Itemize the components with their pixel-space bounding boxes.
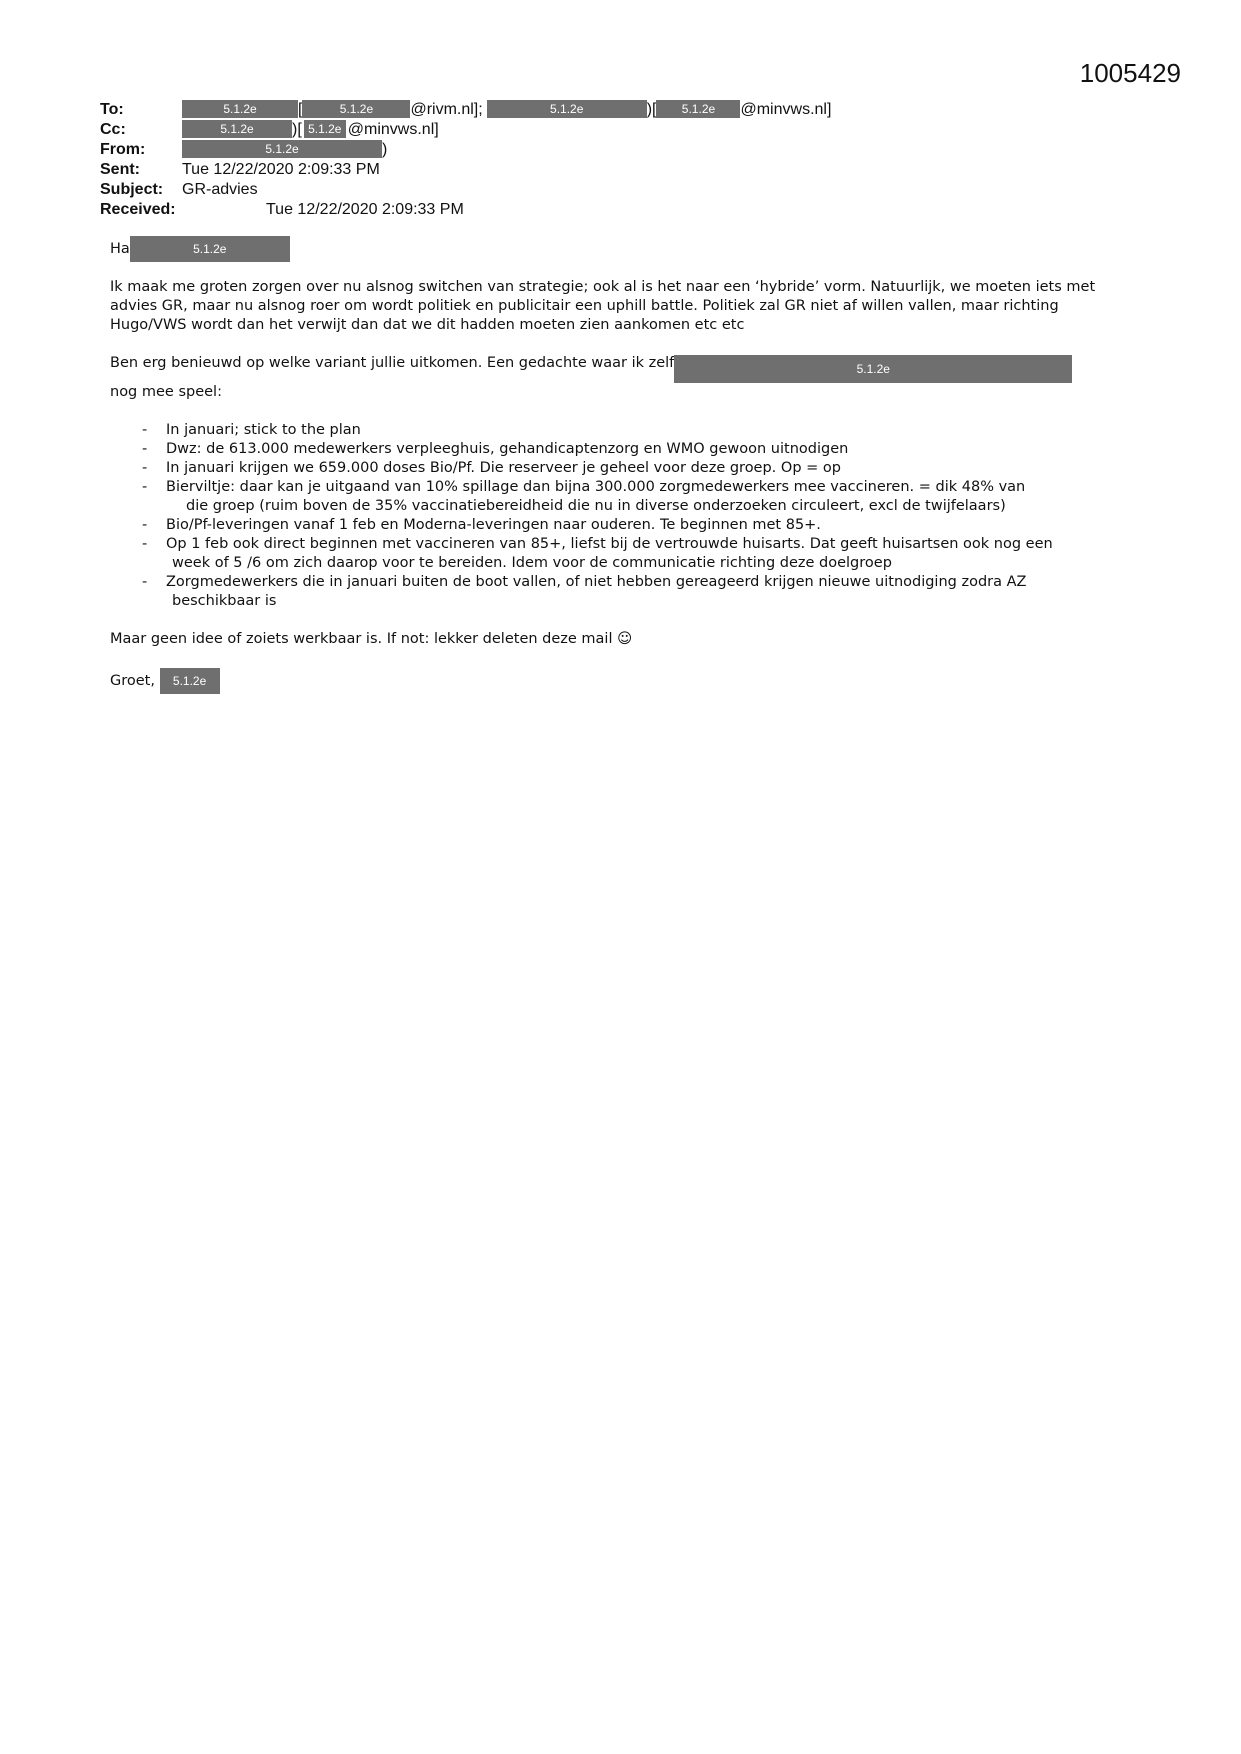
subject-label: Subject: bbox=[100, 181, 164, 198]
to-separator: )[ bbox=[646, 101, 657, 118]
plan-list bbox=[110, 421, 1130, 611]
list-item-text: Op 1 feb ook direct beginnen met vaccineren van 85+, liefst bij de vertrouwde huisarts. Dat geeft huisartsen ook nog een bbox=[166, 536, 1053, 552]
from-label: From: bbox=[100, 141, 146, 158]
redaction-block: 5.1.2e bbox=[182, 140, 382, 158]
cc-separator: )[ bbox=[292, 121, 302, 138]
received-label: Received: bbox=[100, 201, 176, 218]
closing-text: Groet, bbox=[110, 672, 155, 689]
list-item-text: In januari krijgen we 659.000 doses Bio/Pf. Die reserveer je geheel voor deze groep. Op = op bbox=[166, 460, 841, 476]
received-value: Tue 12/22/2020 2:09:33 PM bbox=[266, 201, 464, 218]
redaction-block: 5.1.2e bbox=[302, 100, 410, 118]
redaction-block: 5.1.2e bbox=[674, 355, 1072, 383]
email-body bbox=[110, 236, 1130, 710]
redaction-block: 5.1.2e bbox=[304, 120, 346, 138]
paragraph-variant-start: Ben erg benieuwd op welke variant jullie uitkomen. Een gedachte waar ik zelf bbox=[110, 355, 675, 371]
signoff bbox=[110, 668, 1130, 694]
to-domain: @rivm.nl]; bbox=[410, 101, 483, 118]
list-item-continuation: week of 5 /6 om zich daarop voor te bereiden. Idem voor de communicatie richting deze doelgroep bbox=[172, 555, 892, 571]
list-item bbox=[142, 440, 1130, 459]
redaction-block: 5.1.2e bbox=[656, 100, 740, 118]
list-item bbox=[142, 516, 1130, 535]
redaction-block: 5.1.2e bbox=[160, 668, 220, 694]
list-item bbox=[142, 459, 1130, 478]
sent-value: Tue 12/22/2020 2:09:33 PM bbox=[182, 161, 380, 178]
paragraph-closing: Maar geen idee of zoiets werkbaar is. If not: lekker deleten deze mail ☺ bbox=[110, 631, 633, 647]
list-item-text: In januari; stick to the plan bbox=[166, 422, 361, 438]
document-number: 1005429 bbox=[1079, 58, 1181, 88]
to-value bbox=[182, 100, 831, 120]
paragraph-concern: Ik maak me groten zorgen over nu alsnog switchen van strategie; ook al is het naar een ‘hybride’ vorm. Natuurlijk, we moeten iets met advies GR, maar nu alsnog roer om wordt politiek en publicitair een uphill battle. Politiek zal GR niet af willen vallen, maar richting Hugo/VWS wordt dan het verwijt dan dat we dit hadden moeten zien aankomen etc etc bbox=[110, 279, 1096, 333]
sent-label: Sent: bbox=[100, 161, 140, 178]
paragraph-variant-end: nog mee speel: bbox=[110, 384, 222, 400]
redaction-block: 5.1.2e bbox=[130, 236, 290, 262]
greeting-text: Ha bbox=[110, 240, 130, 257]
list-item bbox=[142, 478, 1130, 516]
list-item-continuation: die groep (ruim boven de 35% vaccinatiebereidheid die nu in diverse onderzoeken circuleert, excl de twijfelaars) bbox=[186, 498, 1006, 514]
redaction-block: 5.1.2e bbox=[182, 100, 298, 118]
cc-domain: @minvws.nl] bbox=[347, 121, 439, 138]
subject-value: GR-advies bbox=[182, 181, 258, 198]
list-item-text: Bio/Pf-leveringen vanaf 1 feb en Moderna-leveringen naar ouderen. Te beginnen met 85+. bbox=[166, 517, 821, 533]
cc-label: Cc: bbox=[100, 121, 126, 138]
paragraph-variant bbox=[110, 354, 1130, 402]
list-item-text: Bierviltje: daar kan je uitgaand van 10% spillage dan bijna 300.000 zorgmedewerkers mee vaccineren. = dik 48% van bbox=[166, 479, 1026, 495]
greeting bbox=[110, 236, 1130, 262]
from-suffix: ) bbox=[382, 141, 388, 158]
redaction-block: 5.1.2e bbox=[182, 120, 292, 138]
to-domain: @minvws.nl] bbox=[740, 101, 832, 118]
from-value bbox=[182, 140, 387, 160]
list-item bbox=[142, 573, 1130, 611]
redaction-block: 5.1.2e bbox=[487, 100, 647, 118]
list-item bbox=[142, 421, 1130, 440]
list-item-text: Dwz: de 613.000 medewerkers verpleeghuis, gehandicaptenzorg en WMO gewoon uitnodigen bbox=[166, 441, 849, 457]
list-item bbox=[142, 535, 1130, 573]
list-item-text: Zorgmedewerkers die in januari buiten de boot vallen, of niet hebben gereageerd krijgen nieuwe uitnodiging zodra AZ bbox=[166, 574, 1027, 590]
to-label: To: bbox=[100, 101, 124, 118]
cc-value bbox=[182, 120, 439, 140]
to-separator: [ bbox=[298, 101, 303, 118]
list-item-continuation: beschikbaar is bbox=[172, 593, 277, 609]
